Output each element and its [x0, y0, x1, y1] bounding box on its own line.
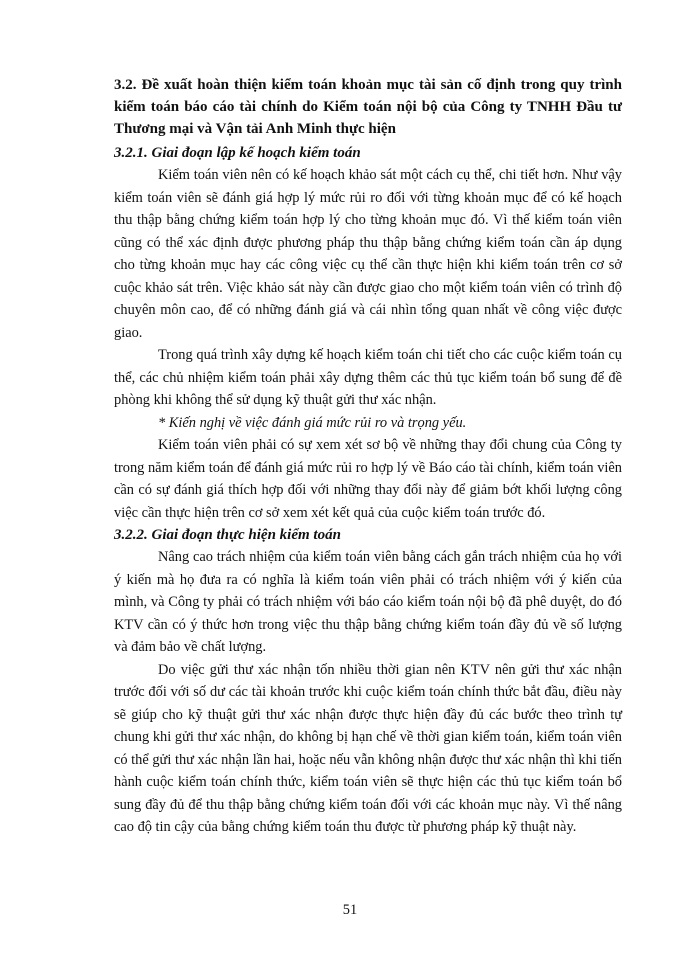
subsection-heading-planning: 3.2.1. Giai đoạn lập kế hoạch kiểm toán — [114, 145, 361, 161]
paragraph-execution-2: Do việc gửi thư xác nhận tốn nhiều thời gian nên KTV nên gửi thư xác nhận trước đối với số dư các tài khoản trước khi cuộc kiểm toán chính thức bắt đầu, điều này sẽ giúp cho kỹ thuật gửi thư xác nhận được thực hiện đầy đủ các bước theo trình tự chung khi gửi thư xác nhận, do không bị hạn chế về thời gian kiểm toán, kiểm toán viên có thể gửi thư xác nhận lần hai, hoặc nếu vẫn không nhận được thư xác nhận thì khi tiến hành cuộc kiểm toán chính thức, kiểm toán viên sẽ thực hiện các thủ tục kiểm toán bổ sung đầy đủ để thu thập bằng chứng kiểm toán đối với các khoản mục này. Vì thế nâng cao độ tin cậy của bằng chứng kiểm toán thu được từ phương pháp kỹ thuật này. — [114, 661, 622, 835]
paragraph-planning-2: Trong quá trình xây dựng kế hoạch kiểm toán chi tiết cho các cuộc kiểm toán cụ thể, các chủ nhiệm kiểm toán phải xây dựng thêm các thủ tục kiểm toán bổ sung để đề phòng khi không thể sử dụng kỹ thuật gửi thư xác nhận. — [114, 347, 622, 408]
paragraph-planning-1: Kiểm toán viên nên có kế hoạch khảo sát một cách cụ thể, chi tiết hơn. Như vậy kiểm toán viên sẽ đánh giá hợp lý mức rủi ro đối với từng khoản mục để có kế hoạch thu thập bằng chứng kiểm toán hợp lý cho từng khoản mục đó. Vì thế kiểm toán viên cũng có thể xác định được phương pháp thu thập bằng chứng kiểm toán cần áp dụng cho từng khoản mục hay các công việc cụ thể cần thực hiện khi kiểm toán trên cơ sở cuộc khảo sát trên. Việc khảo sát này cần được giao cho một kiểm toán viên có trình độ chuyên môn cao, để có những đánh giá và cái nhìn tổng quan nhất về công việc được giao. — [114, 167, 622, 341]
paragraph-execution-1: Nâng cao trách nhiệm của kiểm toán viên bằng cách gắn trách nhiệm của họ với ý kiến mà họ đưa ra có nghĩa là kiểm toán viên phải có trách nhiệm với ý kiến của mình, và Công ty phải có trách nhiệm với báo cáo kiểm toán nội bộ đã phê duyệt, do đó KTV cần có ý thức hơn trong việc thu thập bằng chứng kiểm toán đầy đủ về số lượng và đảm bảo về chất lượng. — [114, 549, 622, 655]
subsection-heading-execution: 3.2.2. Giai đoạn thực hiện kiểm toán — [114, 527, 341, 543]
note-risk-materiality: * Kiến nghị về việc đánh giá mức rủi ro và trọng yếu. — [158, 414, 467, 431]
document-page — [114, 74, 622, 839]
page-number: 51 — [342, 902, 358, 918]
section-heading: 3.2. Đề xuất hoàn thiện kiểm toán khoản mục tài sản cố định trong quy trình kiểm toán báo cáo tài chính do Kiểm toán nội bộ của Công ty TNHH Đầu tư Thương mại và Vận tải Anh Minh thực hiện — [114, 77, 622, 137]
paragraph-planning-3: Kiểm toán viên phải có sự xem xét sơ bộ về những thay đổi chung của Công ty trong năm kiểm toán để đánh giá mức rủi ro hợp lý về Báo cáo tài chính, kiểm toán viên cần có sự đánh giá thích hợp đối với những thay đổi này để giảm bớt khối lượng công việc cần thực hiện trên cơ sở xem xét kết quả của cuộc kiểm toán trước đó. — [114, 437, 622, 521]
